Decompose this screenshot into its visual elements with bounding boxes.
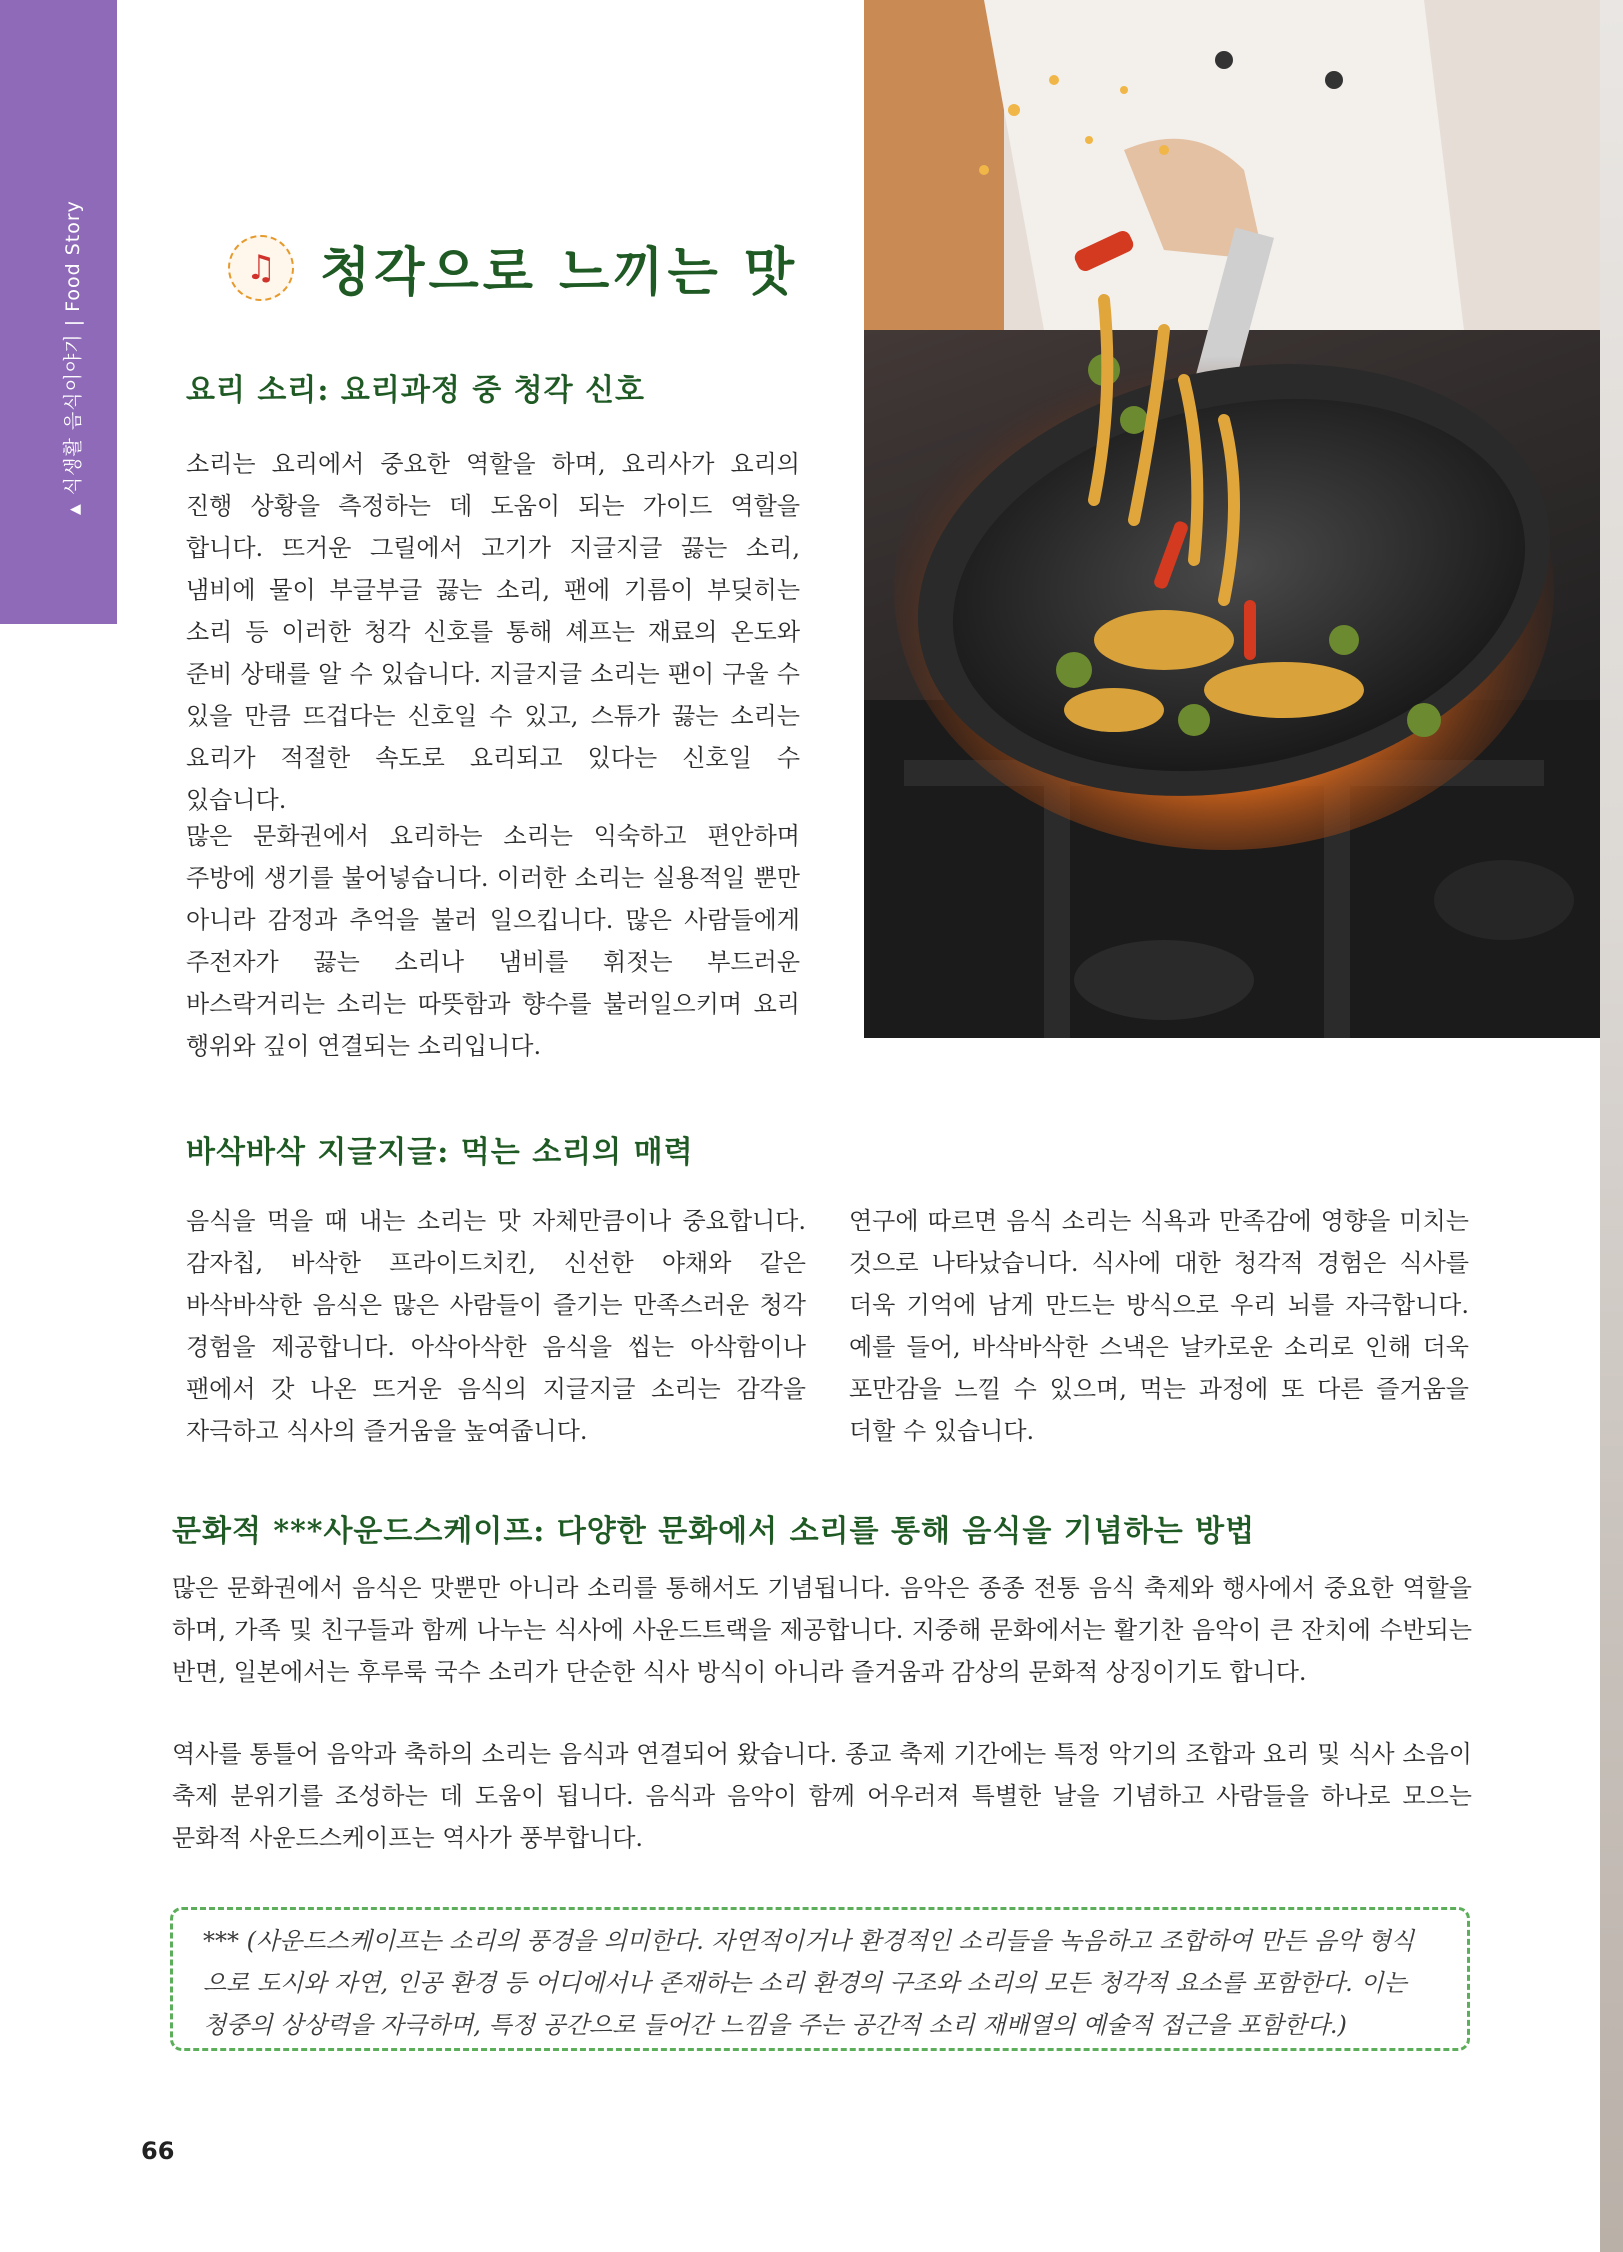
section1-paragraph-1: 소리는 요리에서 중요한 역할을 하며, 요리사가 요리의 진행 상황을 측정하는 데 도움이 되는 가이드 역할을 합니다. 뜨거운 그릴에서 고기가 지글지글 끓는 소리, 냄비에 물이 부글부글 끓는 소리, 팬에 기름이 부딪히는 소리 등 이러한 청각 신호를 통해 셰프는 재료의 온도와 준비 상태를 알 수 있습니다. 지글지글 소리는 팬이 구울 수 있을 만큼 뜨겁다는 신호일 수 있고, 스튜가 끓는 소리는 요리가 적절한 속도로 요리되고 있다는 신호일 수 있습니다. (186, 450, 800, 814)
footnote-text: *** (사운드스케이프는 소리의 풍경을 의미한다. 자연적이거나 환경적인 소리들을 녹음하고 조합하여 만든 음악 형식으로 도시와 자연, 인공 환경 등 어디에서나 존재하는 소리 환경의 구조와 소리의 모든 청각적 요소를 포함한다. 이는 청중의 상상력을 자극하며, 특정 공간으로 들어간 느낌을 주는 공간적 소리 재배열의 예술적 접근을 포함한다.) (203, 1927, 1414, 2039)
sidebar-label: ▲식생활 음식이야기 | Food Story (62, 200, 84, 515)
pan-illustration (864, 0, 1600, 1038)
page-edge-photo (1600, 0, 1623, 2252)
section2-left-paragraph: 음식을 먹을 때 내는 소리는 맛 자체만큼이나 중요합니다. 감자칩, 바삭한 프라이드치킨, 신선한 야채와 같은 바삭바삭한 음식은 많은 사람들이 즐기는 만족스러운 청각 경험을 제공합니다. 아삭아삭한 음식을 씹는 아삭함이나 팬에서 갓 나온 뜨거운 음식의 지글지글 소리는 감각을 자극하고 식사의 즐거움을 높여줍니다. (186, 1207, 806, 1445)
section1-heading: 요리 소리: 요리과정 중 청각 신호 (186, 373, 646, 408)
triangle-icon: ▲ (67, 503, 83, 515)
section1-paragraph-2: 많은 문화권에서 요리하는 소리는 익숙하고 편안하며 주방에 생기를 불어넣습니다. 이러한 소리는 실용적일 뿐만 아니라 감정과 추억을 불러 일으킵니다. 많은 사람들에게 주전자가 끓는 소리나 냄비를 휘젓는 부드러운 바스락거리는 소리는 따뜻함과 향수를 불러일으키며 요리 행위와 깊이 연결되는 소리입니다. (186, 822, 800, 1060)
footnote-box (170, 1907, 1470, 2051)
page-title (228, 230, 798, 305)
cooking-pan-photo (864, 0, 1600, 1038)
page-number: 66 (141, 2137, 175, 2165)
section2-right-paragraph: 연구에 따르면 음식 소리는 식욕과 만족감에 영향을 미치는 것으로 나타났습니다. 식사에 대한 청각적 경험은 식사를 더욱 기억에 남게 만드는 방식으로 우리 뇌를 자극합니다. 예를 들어, 바삭바삭한 스낵은 날카로운 소리로 인해 더욱 포만감을 느낄 수 있으며, 먹는 과정에 또 다른 즐거움을 더할 수 있습니다. (849, 1207, 1469, 1445)
section3-paragraph-2: 역사를 통틀어 음악과 축하의 소리는 음식과 연결되어 왔습니다. 종교 축제 기간에는 특정 악기의 조합과 요리 및 식사 소음이 축제 분위기를 조성하는 데 도움이 됩니다. 음식과 음악이 함께 어우러져 특별한 날을 기념하고 사람들을 하나로 모으는 문화적 사운드스케이프는 역사가 풍부합니다. (172, 1740, 1472, 1852)
title-text: 청각으로 느끼는 맛 (320, 242, 799, 303)
section3-paragraph-1: 많은 문화권에서 음식은 맛뿐만 아니라 소리를 통해서도 기념됩니다. 음악은 종종 전통 음식 축제와 행사에서 중요한 역할을 하며, 가족 및 친구들과 함께 나누는 식사에 사운드트랙을 제공합니다. 지중해 문화에서는 활기찬 음악이 큰 잔치에 수반되는 반면, 일본에서는 후루룩 국수 소리가 단순한 식사 방식이 아니라 즐거움과 감상의 문화적 상징이기도 합니다. (172, 1574, 1472, 1686)
section2-heading: 바삭바삭 지글지글: 먹는 소리의 매력 (186, 1135, 694, 1170)
section3-heading: 문화적 ***사운드스케이프: 다양한 문화에서 소리를 통해 음식을 기념하는 방법 (172, 1514, 1256, 1549)
music-note-icon: ♫ (228, 235, 294, 301)
sidebar-tab (0, 0, 117, 624)
